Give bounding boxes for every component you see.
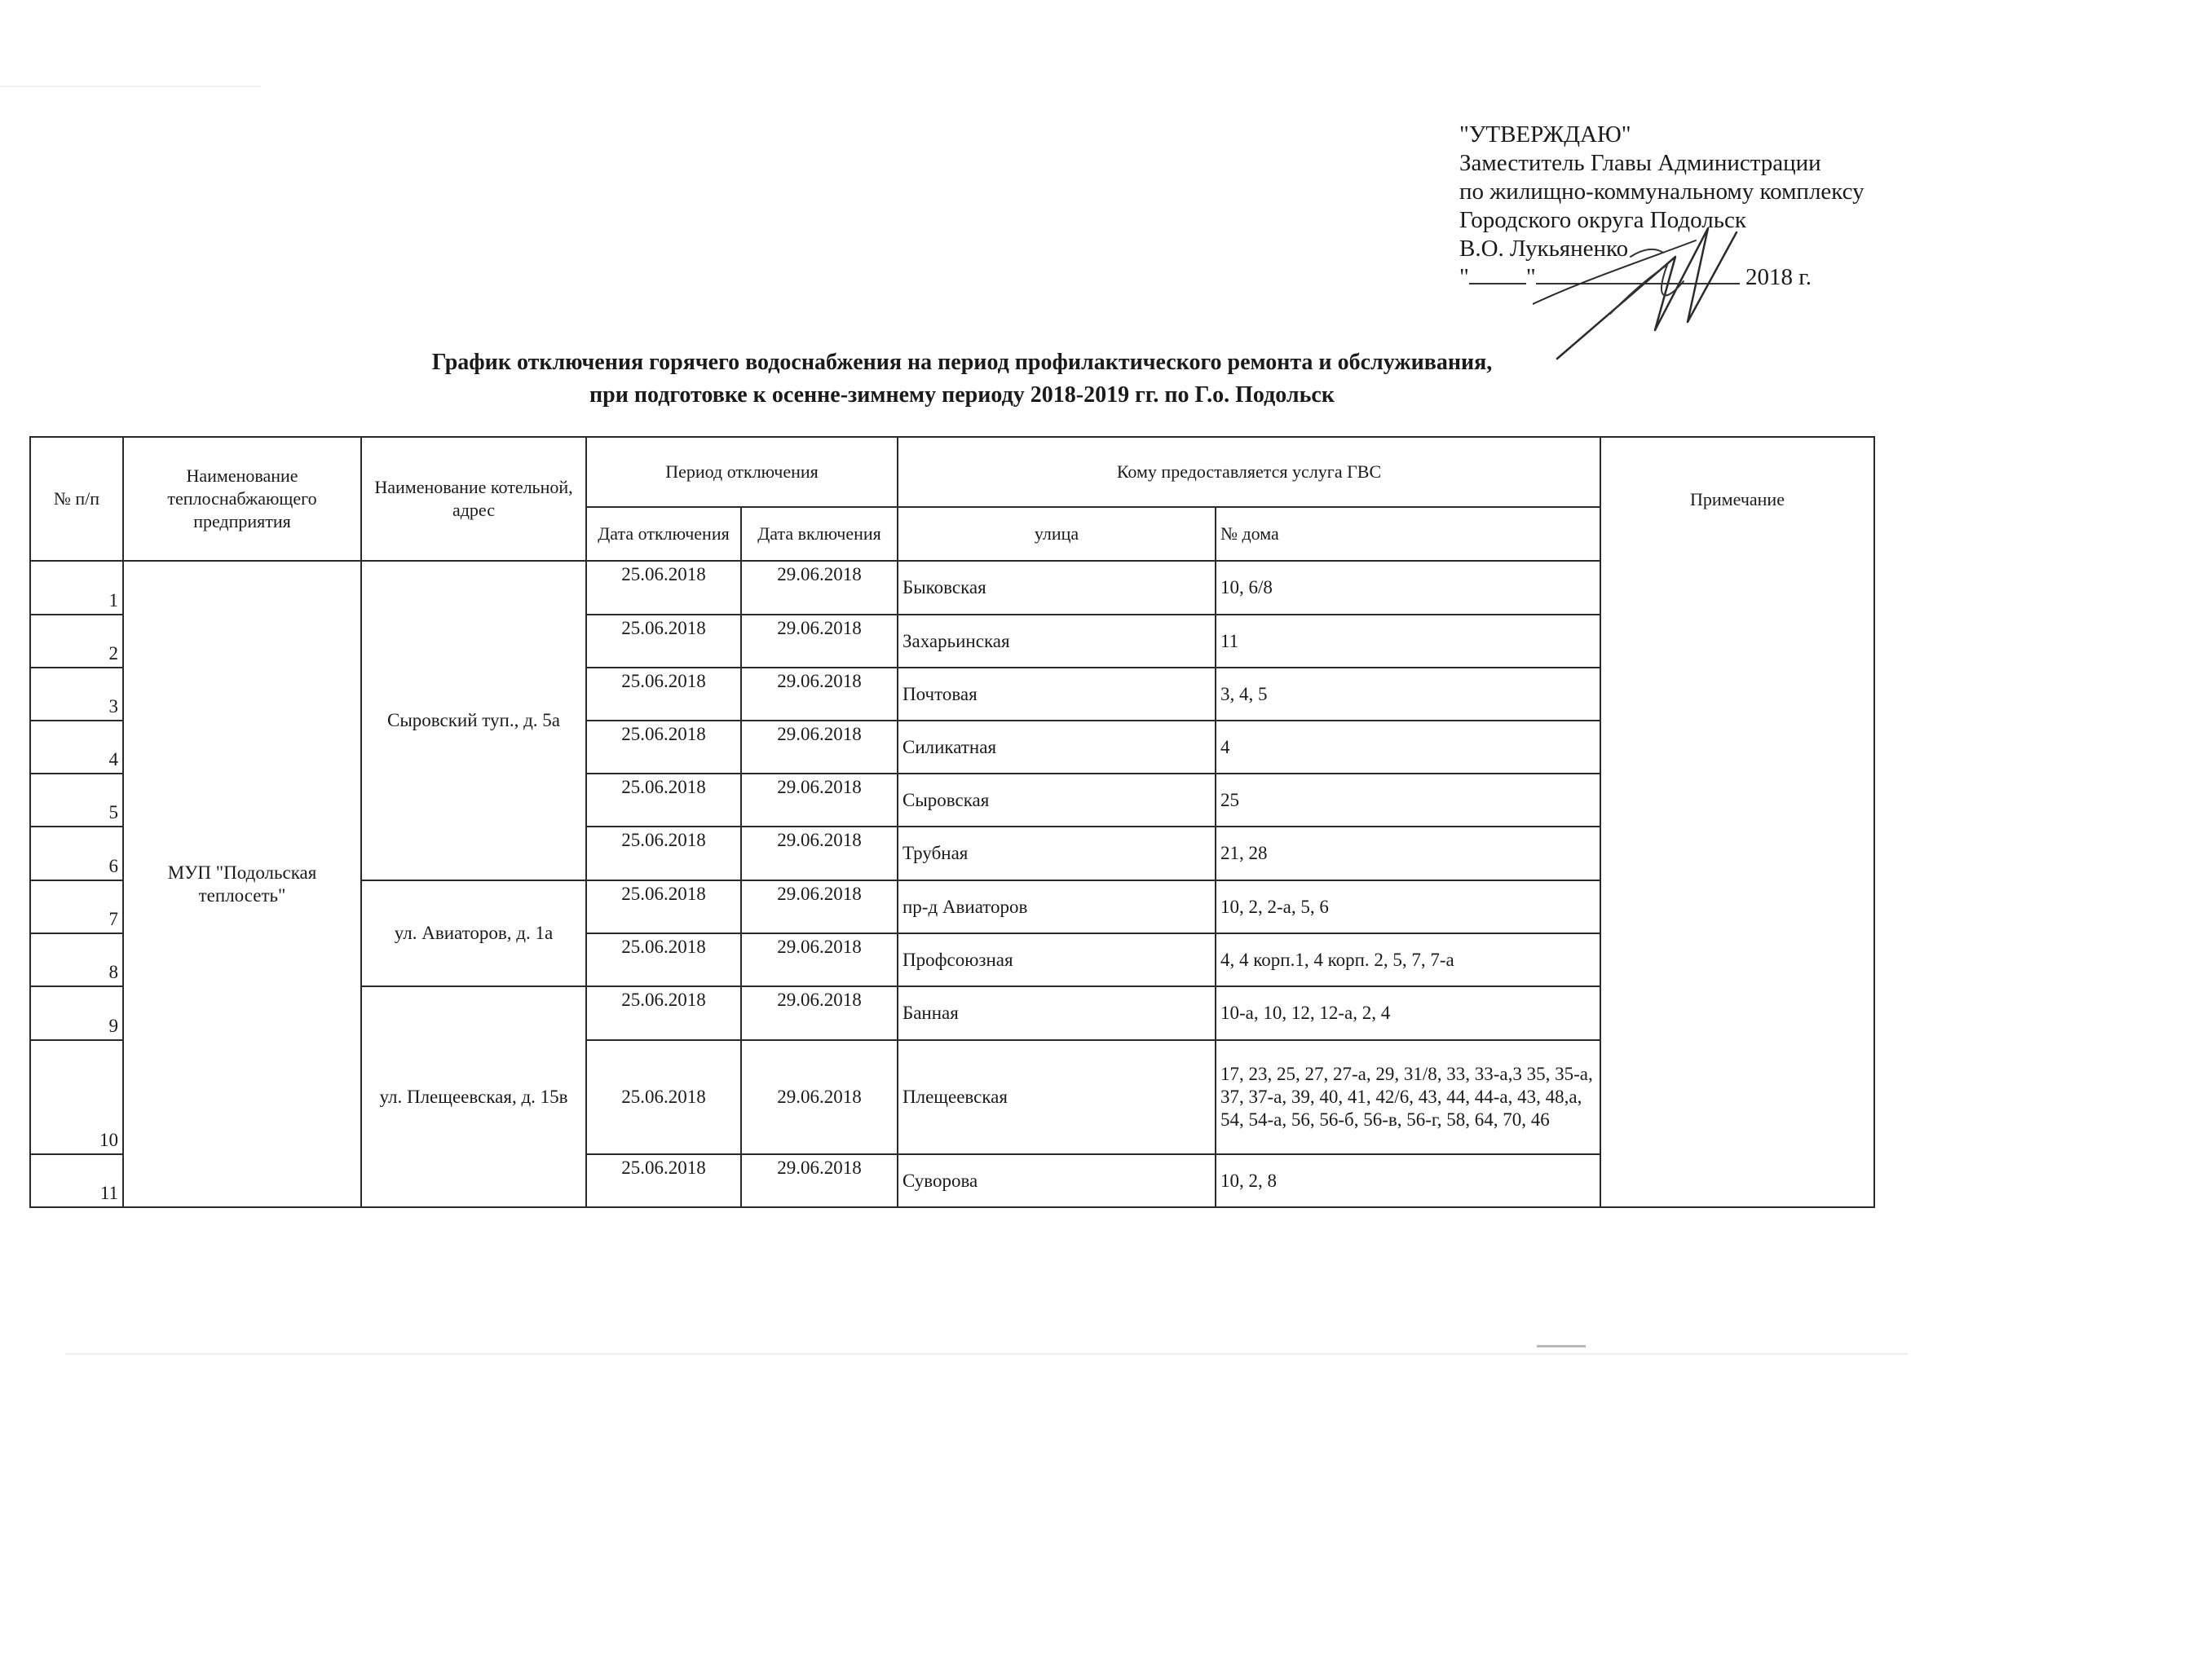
row-num: 11 [30, 1154, 123, 1207]
header-note: Примечание [1600, 437, 1874, 1207]
scan-artifact-line [0, 86, 261, 87]
scan-artifact-line [65, 1353, 1908, 1355]
date-year: 2018 г. [1745, 264, 1812, 290]
house-cell: 17, 23, 25, 27, 27-а, 29, 31/8, 33, 33-а,3 35, 35-а, 37, 37-а, 39, 40, 41, 42/6, 43, 44, 44-а, 43, 48,а, 54, 54-а, 56, 56-б, 56-в, 56-г, 58, 64, 70, 46 [1216, 1040, 1600, 1154]
street-cell: Захарьинская [898, 615, 1216, 668]
approval-position-3: Городского округа Подольск [1459, 207, 1746, 233]
row-num: 3 [30, 668, 123, 721]
date-off-cell: 25.06.2018 [586, 615, 741, 668]
header-service: Кому предоставляется услуга ГВС [898, 437, 1600, 507]
boiler-cell: ул. Авиаторов, д. 1а [361, 880, 586, 986]
house-cell: 4, 4 корп.1, 4 корп. 2, 5, 7, 7-а [1216, 933, 1600, 986]
house-cell: 10, 2, 8 [1216, 1154, 1600, 1207]
date-off-cell: 25.06.2018 [586, 827, 741, 880]
table-row [30, 561, 1874, 615]
date-on-cell: 29.06.2018 [741, 1040, 898, 1154]
street-cell: Банная [898, 986, 1216, 1040]
approval-position-1: Заместитель Главы Администрации [1459, 150, 1821, 176]
handwritten-signature [1533, 208, 1753, 363]
approval-signer: В.О. Лукьяненко [1459, 236, 1629, 262]
date-day-blank [1469, 263, 1526, 284]
row-num: 1 [30, 561, 123, 615]
row-num: 9 [30, 986, 123, 1040]
schedule-table [29, 436, 1875, 1208]
date-off-cell: 25.06.2018 [586, 668, 741, 721]
street-cell: Сыровская [898, 774, 1216, 827]
date-on-cell: 29.06.2018 [741, 933, 898, 986]
date-open-quote: " [1459, 264, 1469, 290]
street-cell: Трубная [898, 827, 1216, 880]
house-cell: 10, 6/8 [1216, 561, 1600, 615]
header-street: улица [898, 507, 1216, 561]
house-cell: 25 [1216, 774, 1600, 827]
date-on-cell: 29.06.2018 [741, 827, 898, 880]
row-num: 8 [30, 933, 123, 986]
header-period: Период отключения [586, 437, 898, 507]
header-house: № дома [1216, 507, 1600, 561]
house-cell: 10, 2, 2-а, 5, 6 [1216, 880, 1600, 933]
date-on-cell: 29.06.2018 [741, 668, 898, 721]
date-on-cell: 29.06.2018 [741, 561, 898, 615]
date-off-cell: 25.06.2018 [586, 986, 741, 1040]
row-num: 5 [30, 774, 123, 827]
date-off-cell: 25.06.2018 [586, 774, 741, 827]
date-on-cell: 29.06.2018 [741, 986, 898, 1040]
title-line-1: График отключения горячего водоснабжения на период профилактического ремонта и обслуживания, [431, 350, 1493, 375]
row-num: 7 [30, 880, 123, 933]
row-num: 6 [30, 827, 123, 880]
header-supplier: Наименование теплоснабжающего предприятия [123, 437, 361, 561]
date-off-cell: 25.06.2018 [586, 880, 741, 933]
street-cell: Силикатная [898, 721, 1216, 774]
scan-artifact-mark [1537, 1345, 1586, 1347]
date-on-cell: 29.06.2018 [741, 880, 898, 933]
date-on-cell: 29.06.2018 [741, 721, 898, 774]
house-cell: 11 [1216, 615, 1600, 668]
title-line-2: при подготовке к осенне-зимнему периоду 2018-2019 гг. по Г.о. Подольск [589, 382, 1335, 408]
date-off-cell: 25.06.2018 [586, 1040, 741, 1154]
boiler-cell: ул. Плещеевская, д. 15в [361, 986, 586, 1207]
date-off-cell: 25.06.2018 [586, 933, 741, 986]
header-num: № п/п [30, 437, 123, 561]
date-on-cell: 29.06.2018 [741, 774, 898, 827]
date-off-cell: 25.06.2018 [586, 721, 741, 774]
street-cell: Почтовая [898, 668, 1216, 721]
date-off-cell: 25.06.2018 [586, 561, 741, 615]
row-num: 10 [30, 1040, 123, 1154]
row-num: 2 [30, 615, 123, 668]
header-date-on: Дата включения [741, 507, 898, 561]
house-cell: 10-а, 10, 12, 12-а, 2, 4 [1216, 986, 1600, 1040]
street-cell: Профсоюзная [898, 933, 1216, 986]
house-cell: 21, 28 [1216, 827, 1600, 880]
street-cell: Быковская [898, 561, 1216, 615]
street-cell: Плещеевская [898, 1040, 1216, 1154]
house-cell: 3, 4, 5 [1216, 668, 1600, 721]
approval-position-2: по жилищно-коммунальному комплексу [1459, 179, 1865, 205]
street-cell: Суворова [898, 1154, 1216, 1207]
approval-stamp: "УТВЕРЖДАЮ" [1459, 121, 1631, 148]
header-boiler: Наименование котельной, адрес [361, 437, 586, 561]
header-date-off: Дата отключения [586, 507, 741, 561]
date-off-cell: 25.06.2018 [586, 1154, 741, 1207]
date-on-cell: 29.06.2018 [741, 1154, 898, 1207]
date-on-cell: 29.06.2018 [741, 615, 898, 668]
row-num: 4 [30, 721, 123, 774]
date-close-quote: " [1525, 264, 1536, 290]
boiler-cell: Сыровский туп., д. 5а [361, 561, 586, 880]
document-title [342, 346, 1582, 412]
street-cell: пр-д Авиаторов [898, 880, 1216, 933]
house-cell: 4 [1216, 721, 1600, 774]
supplier-cell: МУП "Подольская теплосеть" [123, 561, 361, 1207]
